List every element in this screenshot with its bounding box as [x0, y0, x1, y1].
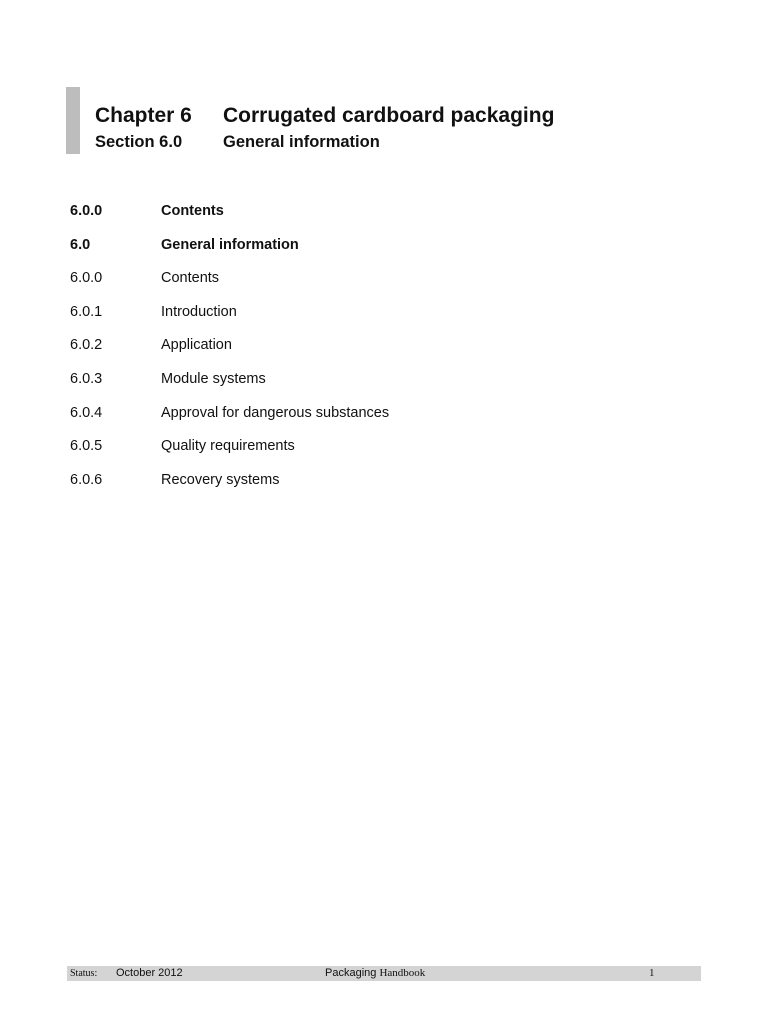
footer-status-label: Status: [70, 968, 98, 979]
toc-title: Recovery systems [161, 471, 280, 488]
toc-row [70, 304, 710, 338]
toc-row [70, 405, 710, 439]
toc-number: 6.0.6 [70, 471, 103, 488]
toc-title: Quality requirements [161, 438, 295, 455]
chapter-side-bar [66, 87, 80, 154]
toc-row [70, 438, 710, 472]
toc-title: General information [161, 236, 299, 253]
toc-title: Application [161, 337, 232, 354]
toc-number: 6.0 [70, 236, 91, 253]
toc-row [70, 371, 710, 405]
toc-number: 6.0.4 [70, 404, 103, 421]
toc-number: 6.0.0 [70, 270, 103, 287]
chapter-heading [95, 104, 554, 128]
toc-number: 6.0.2 [70, 337, 103, 354]
footer-title-part1: Packaging [325, 967, 377, 979]
page-footer [67, 966, 701, 981]
footer-title [325, 966, 425, 981]
footer-status-value: October 2012 [116, 967, 183, 979]
toc-title: Module systems [161, 370, 266, 387]
toc-number: 6.0.1 [70, 303, 103, 320]
footer-page-number: 1 [649, 967, 655, 979]
section-label: Section 6.0 [95, 133, 183, 151]
chapter-label: Chapter 6 [95, 104, 192, 127]
toc-number: 6.0.3 [70, 370, 103, 387]
footer-title-part2: Handbook [379, 967, 426, 979]
toc-title: Contents [161, 203, 224, 219]
toc-number: 6.0.0 [70, 203, 103, 219]
toc-title: Approval for dangerous substances [161, 404, 390, 421]
toc-row [70, 337, 710, 371]
toc-row [70, 270, 710, 304]
toc-title: Contents [161, 270, 220, 287]
table-of-contents [70, 203, 710, 505]
toc-row [70, 472, 710, 506]
section-title: General information [223, 133, 380, 151]
toc-row [70, 237, 710, 271]
toc-number: 6.0.5 [70, 438, 103, 455]
toc-title: Introduction [161, 303, 237, 320]
toc-row [70, 203, 710, 237]
chapter-title: Corrugated cardboard packaging [223, 104, 555, 127]
section-heading [95, 133, 380, 152]
